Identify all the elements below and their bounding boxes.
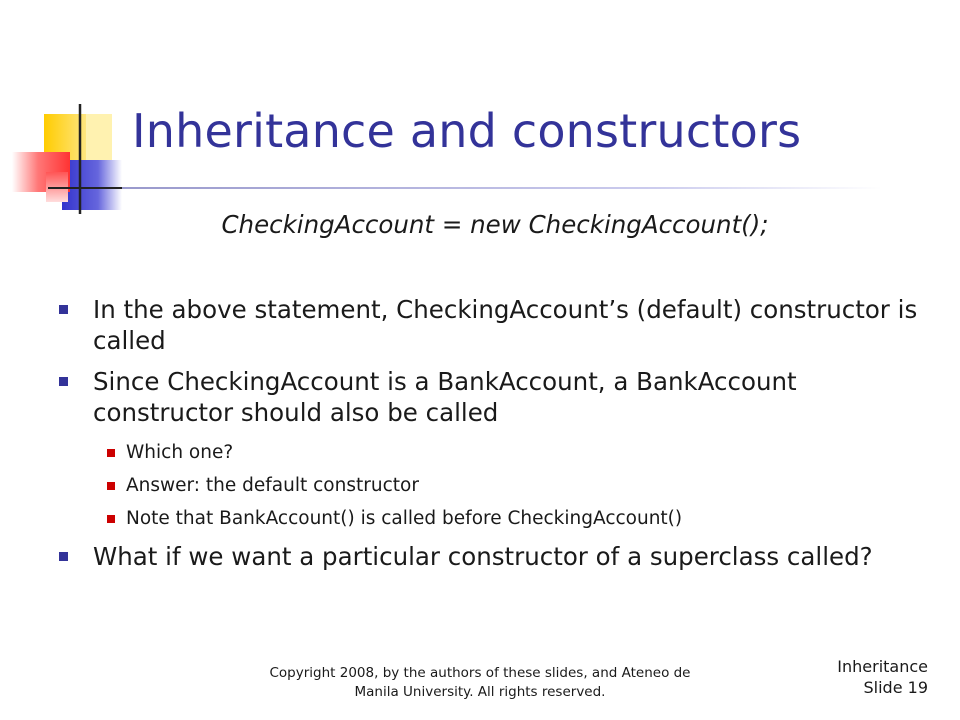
footer-slide-info <box>837 656 928 698</box>
sub-bullet-list <box>93 440 935 531</box>
copyright-line: Copyright 2008, by the authors of these slides, and Ateneo de <box>269 665 691 681</box>
code-statement: CheckingAccount = new CheckingAccount(); <box>221 210 769 239</box>
red-block <box>12 152 70 192</box>
bullet-item <box>55 366 935 531</box>
yellow-block <box>44 114 86 160</box>
yellow-block-fade <box>86 114 112 160</box>
sub-bullet-item: Note that BankAccount() is called before CheckingAccount() <box>93 506 935 531</box>
slide-number: Slide 19 <box>863 678 928 697</box>
slide-title: Inheritance and constructors <box>132 104 802 158</box>
bullet-item <box>55 541 935 572</box>
bullet-list <box>55 294 935 582</box>
section-label: Inheritance <box>837 657 928 676</box>
copyright-line: Manila University. All rights reserved. <box>354 684 606 700</box>
title-underline <box>122 187 882 189</box>
footer-copyright <box>230 664 730 702</box>
blue-block <box>62 160 122 210</box>
bullet-item <box>55 294 935 356</box>
bullet-text: Since CheckingAccount is a BankAccount, a BankAccount constructor should also be called <box>93 367 797 427</box>
sub-bullet-item: Answer: the default constructor <box>93 473 935 498</box>
red-block-tail <box>46 172 68 202</box>
bullet-text: What if we want a particular constructor of a superclass called? <box>93 542 873 571</box>
sub-bullet-item: Which one? <box>93 440 935 465</box>
bullet-text: In the above statement, CheckingAccount’s (default) constructor is called <box>93 295 918 355</box>
